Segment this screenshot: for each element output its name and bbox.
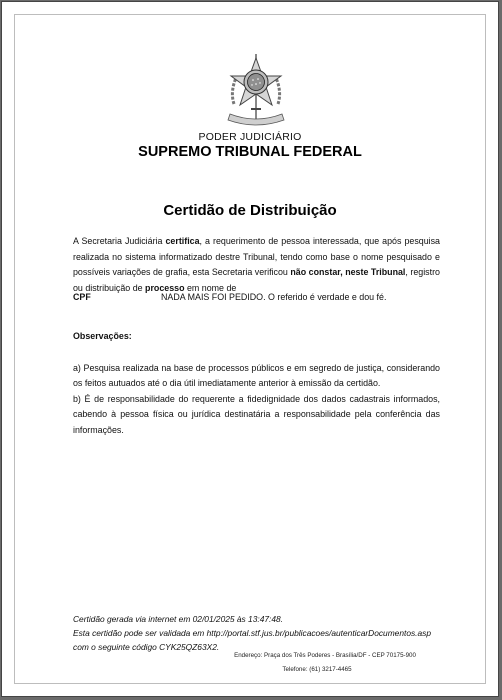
body-text-3: , registro ou distribuição de bbox=[73, 267, 440, 293]
observation-b: b) É de responsabilidade do requerente a fidedignidade dos dados cadastrais informados, cabendo à pessoa física ou jurídica destinatária a responsabilidade pela conferência das informações. bbox=[73, 393, 440, 435]
cpf-label: CPF bbox=[73, 292, 91, 302]
validation-url-line: Esta certidão pode ser validada em http://portal.stf.jus.br/publicacoes/autenticarDocumentos.asp bbox=[73, 627, 431, 638]
observations-heading: Observações: bbox=[73, 331, 132, 341]
observation-a: a) Pesquisa realizada na base de processos públicos e em segredo de justiça, considerando os feitos autuados até o dia útil imediatamente anterior à emissão da certidão. bbox=[73, 363, 440, 389]
body-bold-2: não constar, neste Tribunal bbox=[290, 267, 406, 278]
validation-code-line: com o seguinte código CYK25QZ63X2. bbox=[73, 641, 220, 652]
cpf-statement: NADA MAIS FOI PEDIDO. O referido é verdade e dou fé. bbox=[161, 292, 387, 302]
document-page bbox=[1, 1, 499, 697]
brazil-coat-of-arms-icon bbox=[224, 52, 288, 130]
observations-list bbox=[73, 361, 440, 438]
certificate-title: Certidão de Distribuição bbox=[163, 202, 337, 219]
validation-footer bbox=[73, 613, 431, 654]
body-bold-3: processo bbox=[145, 282, 185, 293]
court-address: Endereço: Praça dos Três Poderes - Brasília/DF - CEP 70175-900 bbox=[234, 652, 416, 659]
court-name: SUPREMO TRIBUNAL FEDERAL bbox=[138, 144, 362, 160]
body-text-2: , a requerimento de pessoa interessada, que após pesquisa realizada no sistema informatizado destre Tribunal, tendo como base o nome pesquisado e possíveis variações de grafia, esta Secretaria verificou bbox=[73, 236, 440, 278]
body-bold-1: certifica bbox=[165, 236, 200, 246]
body-text-4: em nome de bbox=[184, 282, 237, 293]
certificate-body bbox=[73, 234, 440, 296]
org-line: PODER JUDICIÁRIO bbox=[198, 131, 302, 143]
body-text-1: A Secretaria Judiciária bbox=[73, 236, 166, 246]
court-phone: Telefone: (61) 3217-4465 bbox=[282, 666, 352, 673]
generated-line: Certidão gerada via internet em 02/01/2025 às 13:47:48. bbox=[73, 614, 283, 624]
